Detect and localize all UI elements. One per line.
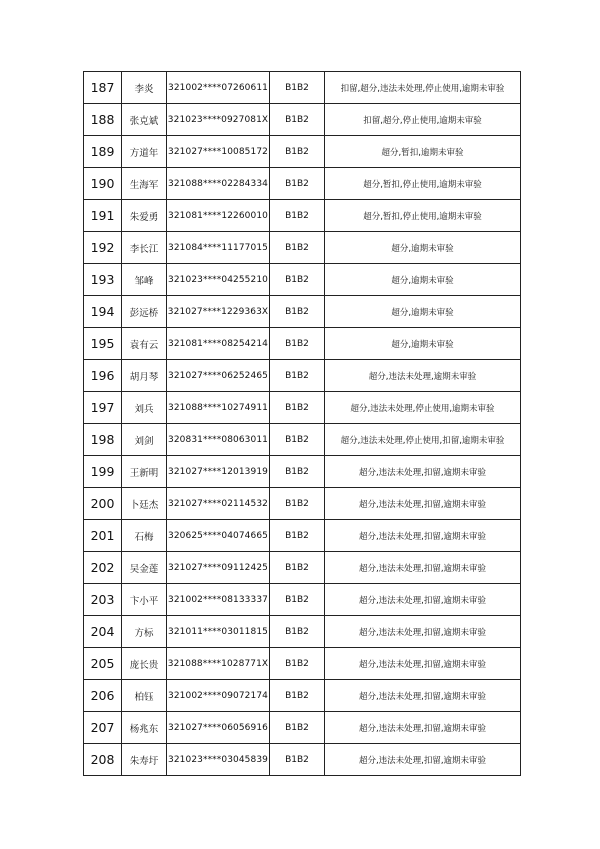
id-number: 321088****10274911 xyxy=(167,392,270,424)
driver-name: 方标 xyxy=(122,616,167,648)
license-status: 超分,违法未处理,逾期未审验 xyxy=(325,360,521,392)
license-status: 超分,违法未处理,扣留,逾期未审验 xyxy=(325,552,521,584)
license-class: B1B2 xyxy=(270,168,325,200)
table-row xyxy=(84,168,521,200)
row-number: 191 xyxy=(84,200,122,232)
row-number: 187 xyxy=(84,72,122,104)
license-status: 超分,违法未处理,停止使用,逾期未审验 xyxy=(325,392,521,424)
table-row xyxy=(84,520,521,552)
driver-name: 刘兵 xyxy=(122,392,167,424)
license-status: 超分,违法未处理,扣留,逾期未审验 xyxy=(325,712,521,744)
license-status: 超分,逾期未审验 xyxy=(325,296,521,328)
driver-name: 刘剑 xyxy=(122,424,167,456)
license-status: 超分,违法未处理,扣留,逾期未审验 xyxy=(325,520,521,552)
row-number: 205 xyxy=(84,648,122,680)
license-status: 超分,暂扣,停止使用,逾期未审验 xyxy=(325,200,521,232)
table-row xyxy=(84,744,521,776)
license-class: B1B2 xyxy=(270,552,325,584)
id-number: 320625****04074665 xyxy=(167,520,270,552)
id-number: 321011****03011815 xyxy=(167,616,270,648)
row-number: 207 xyxy=(84,712,122,744)
table-row xyxy=(84,712,521,744)
table-row xyxy=(84,104,521,136)
row-number: 201 xyxy=(84,520,122,552)
id-number: 321088****1028771X xyxy=(167,648,270,680)
id-number: 321088****02284334 xyxy=(167,168,270,200)
row-number: 194 xyxy=(84,296,122,328)
driver-name: 张克斌 xyxy=(122,104,167,136)
id-number: 321027****09112425 xyxy=(167,552,270,584)
row-number: 196 xyxy=(84,360,122,392)
license-status-table xyxy=(83,71,521,776)
id-number: 321002****07260611 xyxy=(167,72,270,104)
row-number: 189 xyxy=(84,136,122,168)
table-row xyxy=(84,296,521,328)
row-number: 193 xyxy=(84,264,122,296)
driver-name: 李长江 xyxy=(122,232,167,264)
license-class: B1B2 xyxy=(270,712,325,744)
license-class: B1B2 xyxy=(270,200,325,232)
license-class: B1B2 xyxy=(270,648,325,680)
id-number: 321002****09072174 xyxy=(167,680,270,712)
id-number: 321023****03045839 xyxy=(167,744,270,776)
id-number: 321081****12260010 xyxy=(167,200,270,232)
row-number: 195 xyxy=(84,328,122,360)
license-class: B1B2 xyxy=(270,360,325,392)
license-status: 超分,违法未处理,扣留,逾期未审验 xyxy=(325,456,521,488)
license-class: B1B2 xyxy=(270,136,325,168)
table-row xyxy=(84,200,521,232)
license-class: B1B2 xyxy=(270,392,325,424)
id-number: 321084****11177015 xyxy=(167,232,270,264)
row-number: 188 xyxy=(84,104,122,136)
license-class: B1B2 xyxy=(270,680,325,712)
license-class: B1B2 xyxy=(270,744,325,776)
license-status: 扣留,超分,停止使用,逾期未审验 xyxy=(325,104,521,136)
license-class: B1B2 xyxy=(270,456,325,488)
driver-name: 柏钰 xyxy=(122,680,167,712)
license-status: 超分,违法未处理,停止使用,扣留,逾期未审验 xyxy=(325,424,521,456)
id-number: 321027****1229363X xyxy=(167,296,270,328)
row-number: 202 xyxy=(84,552,122,584)
license-status: 超分,违法未处理,扣留,逾期未审验 xyxy=(325,744,521,776)
id-number: 320831****08063011 xyxy=(167,424,270,456)
row-number: 203 xyxy=(84,584,122,616)
license-class: B1B2 xyxy=(270,264,325,296)
id-number: 321081****08254214 xyxy=(167,328,270,360)
table-row xyxy=(84,616,521,648)
driver-name: 石梅 xyxy=(122,520,167,552)
table-row xyxy=(84,360,521,392)
id-number: 321023****0927081X xyxy=(167,104,270,136)
license-status: 超分,违法未处理,扣留,逾期未审验 xyxy=(325,616,521,648)
license-status: 超分,逾期未审验 xyxy=(325,328,521,360)
row-number: 206 xyxy=(84,680,122,712)
row-number: 192 xyxy=(84,232,122,264)
license-class: B1B2 xyxy=(270,488,325,520)
license-class: B1B2 xyxy=(270,616,325,648)
driver-name: 李炎 xyxy=(122,72,167,104)
table-row xyxy=(84,392,521,424)
id-number: 321027****02114532 xyxy=(167,488,270,520)
license-class: B1B2 xyxy=(270,232,325,264)
driver-name: 彭远桥 xyxy=(122,296,167,328)
license-status: 超分,逾期未审验 xyxy=(325,232,521,264)
driver-name: 朱寿圩 xyxy=(122,744,167,776)
row-number: 208 xyxy=(84,744,122,776)
id-number: 321027****10085172 xyxy=(167,136,270,168)
table-body xyxy=(84,72,521,776)
driver-name: 卞小平 xyxy=(122,584,167,616)
row-number: 190 xyxy=(84,168,122,200)
table-row xyxy=(84,488,521,520)
driver-name: 杨兆东 xyxy=(122,712,167,744)
table-row xyxy=(84,648,521,680)
license-status: 超分,违法未处理,扣留,逾期未审验 xyxy=(325,680,521,712)
table-row xyxy=(84,424,521,456)
row-number: 198 xyxy=(84,424,122,456)
license-class: B1B2 xyxy=(270,424,325,456)
license-class: B1B2 xyxy=(270,520,325,552)
table-row xyxy=(84,136,521,168)
driver-name: 卜廷杰 xyxy=(122,488,167,520)
driver-name: 生海军 xyxy=(122,168,167,200)
row-number: 199 xyxy=(84,456,122,488)
license-class: B1B2 xyxy=(270,296,325,328)
table-row xyxy=(84,328,521,360)
id-number: 321023****04255210 xyxy=(167,264,270,296)
license-class: B1B2 xyxy=(270,584,325,616)
row-number: 204 xyxy=(84,616,122,648)
license-status: 超分,违法未处理,扣留,逾期未审验 xyxy=(325,488,521,520)
driver-name: 朱爱勇 xyxy=(122,200,167,232)
table-row xyxy=(84,680,521,712)
license-status: 超分,违法未处理,扣留,逾期未审验 xyxy=(325,648,521,680)
row-number: 197 xyxy=(84,392,122,424)
row-number: 200 xyxy=(84,488,122,520)
license-class: B1B2 xyxy=(270,328,325,360)
id-number: 321027****06056916 xyxy=(167,712,270,744)
table-row xyxy=(84,72,521,104)
id-number: 321027****12013919 xyxy=(167,456,270,488)
table-row xyxy=(84,232,521,264)
driver-name: 胡月琴 xyxy=(122,360,167,392)
license-class: B1B2 xyxy=(270,72,325,104)
table-row xyxy=(84,264,521,296)
driver-name: 庞长贵 xyxy=(122,648,167,680)
table-row xyxy=(84,552,521,584)
license-class: B1B2 xyxy=(270,104,325,136)
table-row xyxy=(84,456,521,488)
license-status: 扣留,超分,违法未处理,停止使用,逾期未审验 xyxy=(325,72,521,104)
driver-name: 邹峰 xyxy=(122,264,167,296)
table-row xyxy=(84,584,521,616)
license-status: 超分,暂扣,停止使用,逾期未审验 xyxy=(325,168,521,200)
license-status: 超分,逾期未审验 xyxy=(325,264,521,296)
driver-name: 吴金莲 xyxy=(122,552,167,584)
driver-name: 方道年 xyxy=(122,136,167,168)
driver-name: 袁有云 xyxy=(122,328,167,360)
driver-name: 王新明 xyxy=(122,456,167,488)
id-number: 321027****06252465 xyxy=(167,360,270,392)
license-status: 超分,暂扣,逾期未审验 xyxy=(325,136,521,168)
license-status: 超分,违法未处理,扣留,逾期未审验 xyxy=(325,584,521,616)
id-number: 321002****08133337 xyxy=(167,584,270,616)
